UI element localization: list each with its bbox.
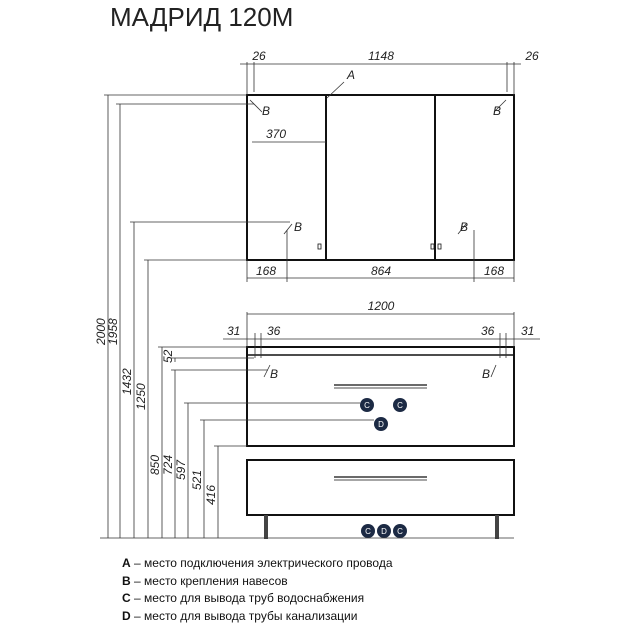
dim-seg-left: 168 [255,264,277,278]
dim-seg-mid: 864 [370,264,392,278]
dim-l36: 36 [267,324,281,338]
dim-v-724: 724 [161,454,175,475]
leg-right [495,515,499,539]
dim-l31: 31 [227,324,241,338]
legend [122,555,393,625]
marker-B-2: B [493,104,502,118]
dim-top-width: 1148 [368,49,394,63]
dim-seg-right: 168 [483,264,505,278]
page-title: МАДРИД 120М [110,2,294,32]
legend-item-a: A – место подключения электрического провода [122,556,393,570]
bottom-drawer [247,460,514,515]
marker-D-2: D [381,527,387,536]
top-drawer [247,347,514,446]
marker-C-4: C [397,527,403,536]
legend-item-b: B – место крепления навесов [122,573,288,588]
dim-door: 370 [266,127,287,141]
dim-v-52: 52 [161,349,175,363]
dim-top-right-gap: 26 [525,49,539,63]
leg-left [264,515,268,539]
service-markers [360,398,407,538]
legend-item-d: D – место для вывода трубы канализации [122,608,358,623]
dim-v-1958: 1958 [106,318,120,345]
vanity-unit [247,347,514,539]
marker-B-5: B [270,367,279,381]
marker-B-4: B [460,220,469,234]
dim-v-850: 850 [148,454,162,475]
dim-top-left-gap: 26 [252,49,266,63]
marker-C-1: C [364,401,370,410]
dim-v-416: 416 [204,484,218,505]
dim-r31: 31 [521,324,535,338]
dim-v-1250: 1250 [134,383,148,410]
dim-v-1432: 1432 [120,368,134,395]
marker-C-2: C [397,401,403,410]
marker-B-3: B [294,220,303,234]
dim-vanity-width: 1200 [367,299,395,313]
marker-D-1: D [378,420,384,429]
marker-A: A [347,68,356,82]
dim-v-2000: 2000 [94,318,108,345]
dim-r36: 36 [481,324,495,338]
dim-v-597: 597 [174,459,188,480]
dim-v-521: 521 [190,469,204,490]
legend-item-c: C – место для вывода труб водоснабжения [122,591,365,605]
marker-B-6: B [482,367,491,381]
marker-B-1: B [262,104,271,118]
marker-C-3: C [365,527,371,536]
